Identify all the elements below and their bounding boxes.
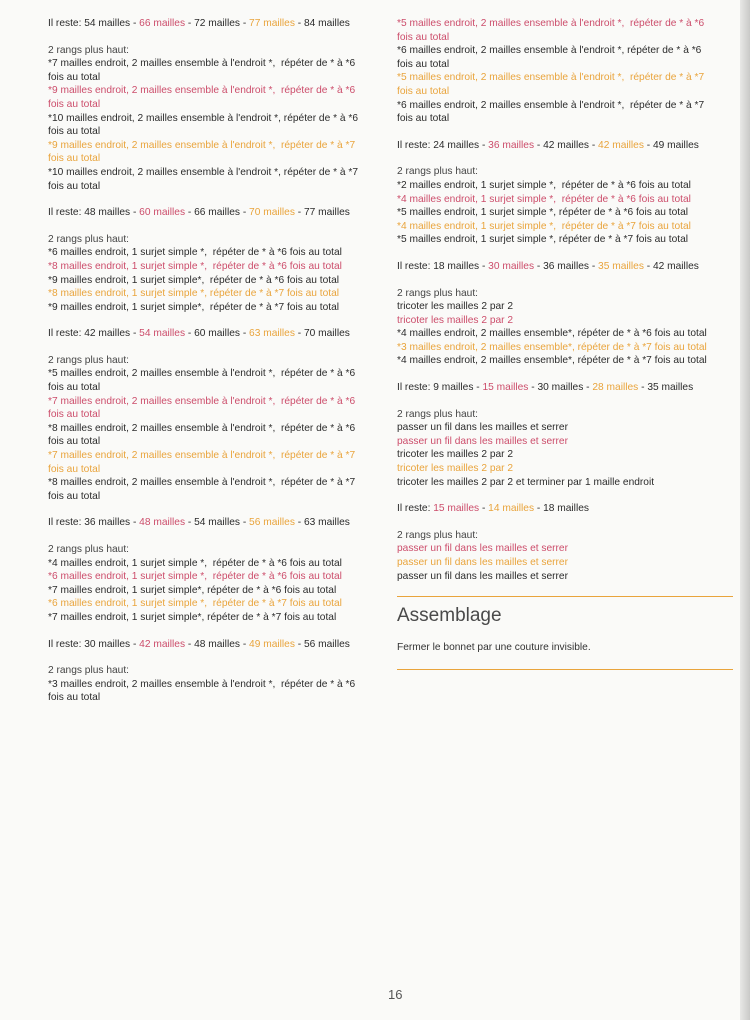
instruction-line: *5 mailles endroit, 2 mailles ensemble à l'endroit *, répéter de * à *6 — [397, 18, 705, 29]
rows-header: 2 rangs plus haut: — [48, 544, 129, 555]
stitch-count-segment: - — [130, 18, 140, 29]
rows-header: 2 rangs plus haut: — [397, 166, 478, 178]
instruction-line: tricoter les mailles 2 par 2 — [397, 463, 514, 475]
stitch-count-segment: 36 mailles — [488, 139, 535, 151]
instruction-line: *8 mailles endroit, 2 mailles ensemble à l'endroit *, répéter de * à *7 — [48, 477, 356, 489]
instruction-block — [397, 287, 737, 369]
stitch-count-segment: - — [294, 328, 304, 340]
stitch-count-segment: 42 mailles — [652, 260, 699, 272]
stitch-count-segment: - — [239, 18, 250, 29]
instruction-line: *5 mailles endroit, 1 surjet simple *, répéter de * à *7 fois au total — [397, 234, 689, 246]
instruction-block — [48, 44, 388, 194]
stitch-count-segment: - — [294, 207, 304, 219]
stitch-count-segment: - — [185, 207, 195, 219]
stitch-count-segment: Il reste: 54 mailles — [48, 18, 131, 29]
right-column-instructions — [397, 17, 737, 583]
instruction-line: fois au total — [397, 113, 450, 125]
stitch-count-segment: - — [588, 139, 599, 151]
stitch-count-segment: Il reste: 42 mailles — [48, 328, 131, 340]
instruction-line: tricoter les mailles 2 par 2 — [397, 301, 514, 313]
instruction-line: fois au total — [48, 490, 101, 502]
stitch-count-segment: - — [294, 517, 304, 529]
instruction-line: *9 mailles endroit, 1 surjet simple*, répéter de * à *6 fois au total — [48, 274, 340, 286]
instruction-block — [397, 408, 737, 490]
instruction-line: *8 mailles endroit, 2 mailles ensemble à l'endroit *, répéter de * à *6 — [48, 422, 356, 434]
instruction-line: *6 mailles endroit, 2 mailles ensemble à l'endroit *, répéter de * à *7 — [397, 99, 705, 111]
instruction-line: *9 mailles endroit, 2 mailles ensemble à l'endroit *, répéter de * à *6 — [48, 85, 356, 97]
stitch-count-segment: 66 mailles — [194, 207, 240, 219]
instruction-line: passer un fil dans les mailles et serrer — [397, 422, 568, 434]
instruction-line: *9 mailles endroit, 2 mailles ensemble à l'endroit *, répéter de * à *7 — [48, 139, 356, 151]
stitch-count-segment: 70 mailles — [303, 328, 350, 340]
instruction-line: *4 mailles endroit, 1 surjet simple *, répéter de * à *6 fois au total — [397, 193, 691, 205]
stitch-count-segment: 18 mailles — [543, 503, 589, 515]
stitch-count-segment: - — [534, 503, 544, 515]
stitch-count-segment: - — [583, 382, 593, 394]
stitch-count-segment: 35 mailles — [598, 260, 644, 272]
instruction-line: fois au total — [48, 180, 101, 192]
stitch-count-segment: - — [239, 328, 250, 340]
stitch-count-segment: 56 mailles — [303, 638, 350, 650]
stitch-count-segment: Il reste: 48 mailles — [48, 207, 131, 219]
instruction-line: passer un fil dans les mailles et serrer — [397, 557, 568, 568]
stitch-count-segment: Il reste: 24 mailles — [397, 139, 480, 151]
stitch-count-segment: Il reste: — [397, 503, 434, 515]
stitch-count-segment: - — [528, 382, 538, 394]
instruction-block — [48, 543, 388, 625]
section-title: Assemblage — [397, 605, 502, 627]
instruction-line: *5 mailles endroit, 1 surjet simple *, répéter de * à *6 fois au total — [397, 207, 689, 219]
instruction-line: *7 mailles endroit, 2 mailles ensemble à l'endroit *, répéter de * à *6 — [48, 395, 356, 407]
stitch-count-segment: 54 mailles — [194, 517, 240, 529]
instruction-line: *6 mailles endroit, 1 surjet simple *, répéter de * à *6 fois au total — [48, 571, 342, 583]
stitch-count-segment: 42 mailles — [543, 139, 589, 151]
instruction-line: tricoter les mailles 2 par 2 et terminer par 1 maille endroit — [397, 476, 655, 488]
stitch-count-segment: 36 mailles — [543, 260, 589, 272]
stitch-count-line — [397, 139, 737, 153]
stitch-count-segment: 30 mailles — [488, 260, 535, 272]
stitch-count-segment: 42 mailles — [139, 638, 186, 650]
instruction-line: fois au total — [48, 98, 101, 110]
stitch-count-segment: - — [479, 503, 489, 515]
instruction-line: *6 mailles endroit, 1 surjet simple *, répéter de * à *6 fois au total — [48, 247, 342, 259]
stitch-count-segment: - — [185, 638, 195, 650]
instruction-block — [48, 354, 388, 504]
stitch-count-segment: 72 mailles — [194, 18, 240, 29]
stitch-count-segment: 56 mailles — [249, 517, 295, 529]
stitch-count-segment: 63 mailles — [303, 517, 350, 529]
stitch-count-segment: 54 mailles — [139, 328, 186, 340]
stitch-count-segment: - — [130, 638, 140, 650]
instruction-block — [397, 17, 737, 126]
stitch-count-segment: - — [130, 328, 140, 340]
instruction-line: *10 mailles endroit, 2 mailles ensemble à l'endroit *, répéter de * à *7 — [48, 166, 359, 178]
stitch-count-line — [397, 381, 737, 395]
instruction-line: passer un fil dans les mailles et serrer — [397, 570, 568, 582]
rows-header: 2 rangs plus haut: — [48, 354, 129, 366]
instruction-line: *7 mailles endroit, 1 surjet simple*, répéter de * à *6 fois au total — [48, 584, 337, 596]
stitch-count-line — [48, 638, 388, 652]
section-text: Fermer le bonnet par une couture invisible. — [397, 642, 591, 654]
instruction-line: *3 mailles endroit, 2 mailles ensemble à l'endroit *, répéter de * à *6 — [48, 678, 356, 690]
stitch-count-segment: - — [130, 207, 140, 219]
instruction-line: *10 mailles endroit, 2 mailles ensemble à l'endroit *, répéter de * à *6 — [48, 112, 359, 124]
rows-header: 2 rangs plus haut: — [397, 408, 478, 420]
instruction-line: *9 mailles endroit, 1 surjet simple*, répéter de * à *7 fois au total — [48, 301, 340, 313]
instruction-line: *5 mailles endroit, 2 mailles ensemble à l'endroit *, répéter de * à *6 — [48, 368, 356, 380]
stitch-count-segment: 66 mailles — [139, 18, 186, 29]
instruction-line: *8 mailles endroit, 1 surjet simple *, répéter de * à *6 fois au total — [48, 260, 342, 272]
stitch-count-segment: - — [239, 517, 250, 529]
stitch-count-segment: - — [239, 207, 250, 219]
stitch-count-segment: 15 mailles — [433, 503, 480, 515]
stitch-count-segment: 63 mailles — [249, 328, 295, 340]
stitch-count-segment: 77 mailles — [249, 18, 295, 29]
stitch-count-segment: - — [534, 260, 544, 272]
instruction-line: *3 mailles endroit, 2 mailles ensemble*, répéter de * à *7 fois au total — [397, 341, 707, 353]
rows-header: 2 rangs plus haut: — [397, 529, 478, 541]
stitch-count-segment: - — [185, 517, 195, 529]
stitch-count-segment: 77 mailles — [303, 207, 350, 219]
stitch-count-segment: - — [638, 382, 648, 394]
stitch-count-segment: 60 mailles — [194, 328, 240, 340]
stitch-count-segment: - — [239, 638, 250, 650]
stitch-count-segment: - — [473, 382, 483, 394]
instruction-line: fois au total — [48, 409, 101, 421]
instruction-block — [48, 233, 388, 315]
stitch-count-segment: Il reste: 30 mailles — [48, 638, 131, 650]
stitch-count-segment: - — [294, 18, 304, 29]
instruction-line: *7 mailles endroit, 1 surjet simple*, répéter de * à *7 fois au total — [48, 611, 337, 623]
stitch-count-segment: 48 mailles — [194, 638, 240, 650]
stitch-count-segment: - — [534, 139, 544, 151]
stitch-count-segment: Il reste: 18 mailles — [397, 260, 480, 272]
rows-header: 2 rangs plus haut: — [48, 44, 129, 56]
stitch-count-segment: 28 mailles — [592, 382, 639, 394]
stitch-count-segment: 70 mailles — [249, 207, 295, 219]
instruction-line: fois au total — [48, 436, 101, 448]
instruction-line: passer un fil dans les mailles et serrer — [397, 435, 568, 447]
stitch-count-line — [397, 502, 737, 516]
instruction-line: fois au total — [397, 31, 450, 43]
section-top-rule — [397, 596, 733, 597]
page-number: 16 — [388, 987, 403, 1002]
stitch-count-segment: - — [643, 260, 653, 272]
instruction-line: *5 mailles endroit, 2 mailles ensemble à l'endroit *, répéter de * à *7 — [397, 72, 705, 84]
instruction-line: fois au total — [48, 382, 101, 394]
stitch-count-segment: - — [294, 638, 304, 650]
instruction-block — [48, 664, 388, 705]
stitch-count-line — [48, 516, 388, 530]
stitch-count-segment: 35 mailles — [647, 382, 694, 394]
instruction-line: fois au total — [397, 58, 450, 70]
instruction-block — [397, 529, 737, 583]
stitch-count-segment: - — [479, 260, 489, 272]
stitch-count-segment: 15 mailles — [482, 382, 529, 394]
stitch-count-segment: 14 mailles — [488, 503, 535, 515]
instruction-line: *6 mailles endroit, 2 mailles ensemble à l'endroit *, répéter de * à *6 — [397, 45, 702, 57]
instruction-line: passer un fil dans les mailles et serrer — [397, 543, 568, 555]
stitch-count-line — [397, 260, 737, 274]
instruction-line: tricoter les mailles 2 par 2 — [397, 314, 514, 326]
stitch-count-segment: 49 mailles — [249, 638, 295, 650]
right-column — [397, 17, 737, 670]
stitch-count-segment: - — [185, 18, 195, 29]
stitch-count-segment: - — [185, 328, 195, 340]
instruction-line: *4 mailles endroit, 2 mailles ensemble*, répéter de * à *6 fois au total — [397, 328, 707, 340]
stitch-count-segment: 60 mailles — [139, 207, 186, 219]
stitch-count-line — [48, 17, 388, 31]
rows-header: 2 rangs plus haut: — [48, 233, 129, 245]
stitch-count-segment: - — [643, 139, 653, 151]
instruction-line: fois au total — [48, 126, 101, 138]
instruction-line: *4 mailles endroit, 2 mailles ensemble*, répéter de * à *7 fois au total — [397, 355, 707, 367]
stitch-count-segment: 30 mailles — [537, 382, 584, 394]
stitch-count-segment: Il reste: 36 mailles — [48, 517, 131, 529]
stitch-count-segment: - — [130, 517, 140, 529]
instruction-line: *8 mailles endroit, 1 surjet simple *, répéter de * à *7 fois au total — [48, 288, 340, 300]
rows-header: 2 rangs plus haut: — [397, 287, 478, 299]
rows-header: 2 rangs plus haut: — [48, 665, 129, 677]
stitch-count-segment: 84 mailles — [303, 18, 350, 29]
instruction-line: *7 mailles endroit, 2 mailles ensemble à l'endroit *, répéter de * à *6 — [48, 58, 356, 70]
instruction-line: fois au total — [48, 153, 101, 165]
stitch-count-segment: 42 mailles — [598, 139, 644, 151]
instruction-line: fois au total — [48, 692, 101, 704]
stitch-count-segment: Il reste: 9 mailles — [397, 382, 474, 394]
instruction-line: fois au total — [48, 463, 101, 475]
instruction-line: *6 mailles endroit, 1 surjet simple *, répéter de * à *7 fois au total — [48, 598, 342, 610]
instruction-block — [397, 165, 737, 247]
instruction-line: *7 mailles endroit, 2 mailles ensemble à l'endroit *, répéter de * à *7 — [48, 450, 356, 462]
page-edge-shadow — [740, 0, 750, 1020]
instruction-line: tricoter les mailles 2 par 2 — [397, 449, 514, 461]
stitch-count-segment: 49 mailles — [652, 139, 699, 151]
stitch-count-segment: - — [588, 260, 599, 272]
section-bottom-rule — [397, 669, 733, 670]
instruction-line: *2 mailles endroit, 1 surjet simple *, répéter de * à *6 fois au total — [397, 179, 691, 191]
stitch-count-segment: 48 mailles — [139, 517, 186, 529]
left-column — [48, 17, 388, 718]
instruction-line: fois au total — [397, 85, 450, 97]
instruction-line: *4 mailles endroit, 1 surjet simple *, répéter de * à *6 fois au total — [48, 557, 342, 569]
instruction-line: *4 mailles endroit, 1 surjet simple *, répéter de * à *7 fois au total — [397, 220, 691, 232]
stitch-count-segment: - — [479, 139, 489, 151]
instruction-line: fois au total — [48, 71, 101, 83]
stitch-count-line — [48, 206, 388, 220]
stitch-count-line — [48, 327, 388, 341]
